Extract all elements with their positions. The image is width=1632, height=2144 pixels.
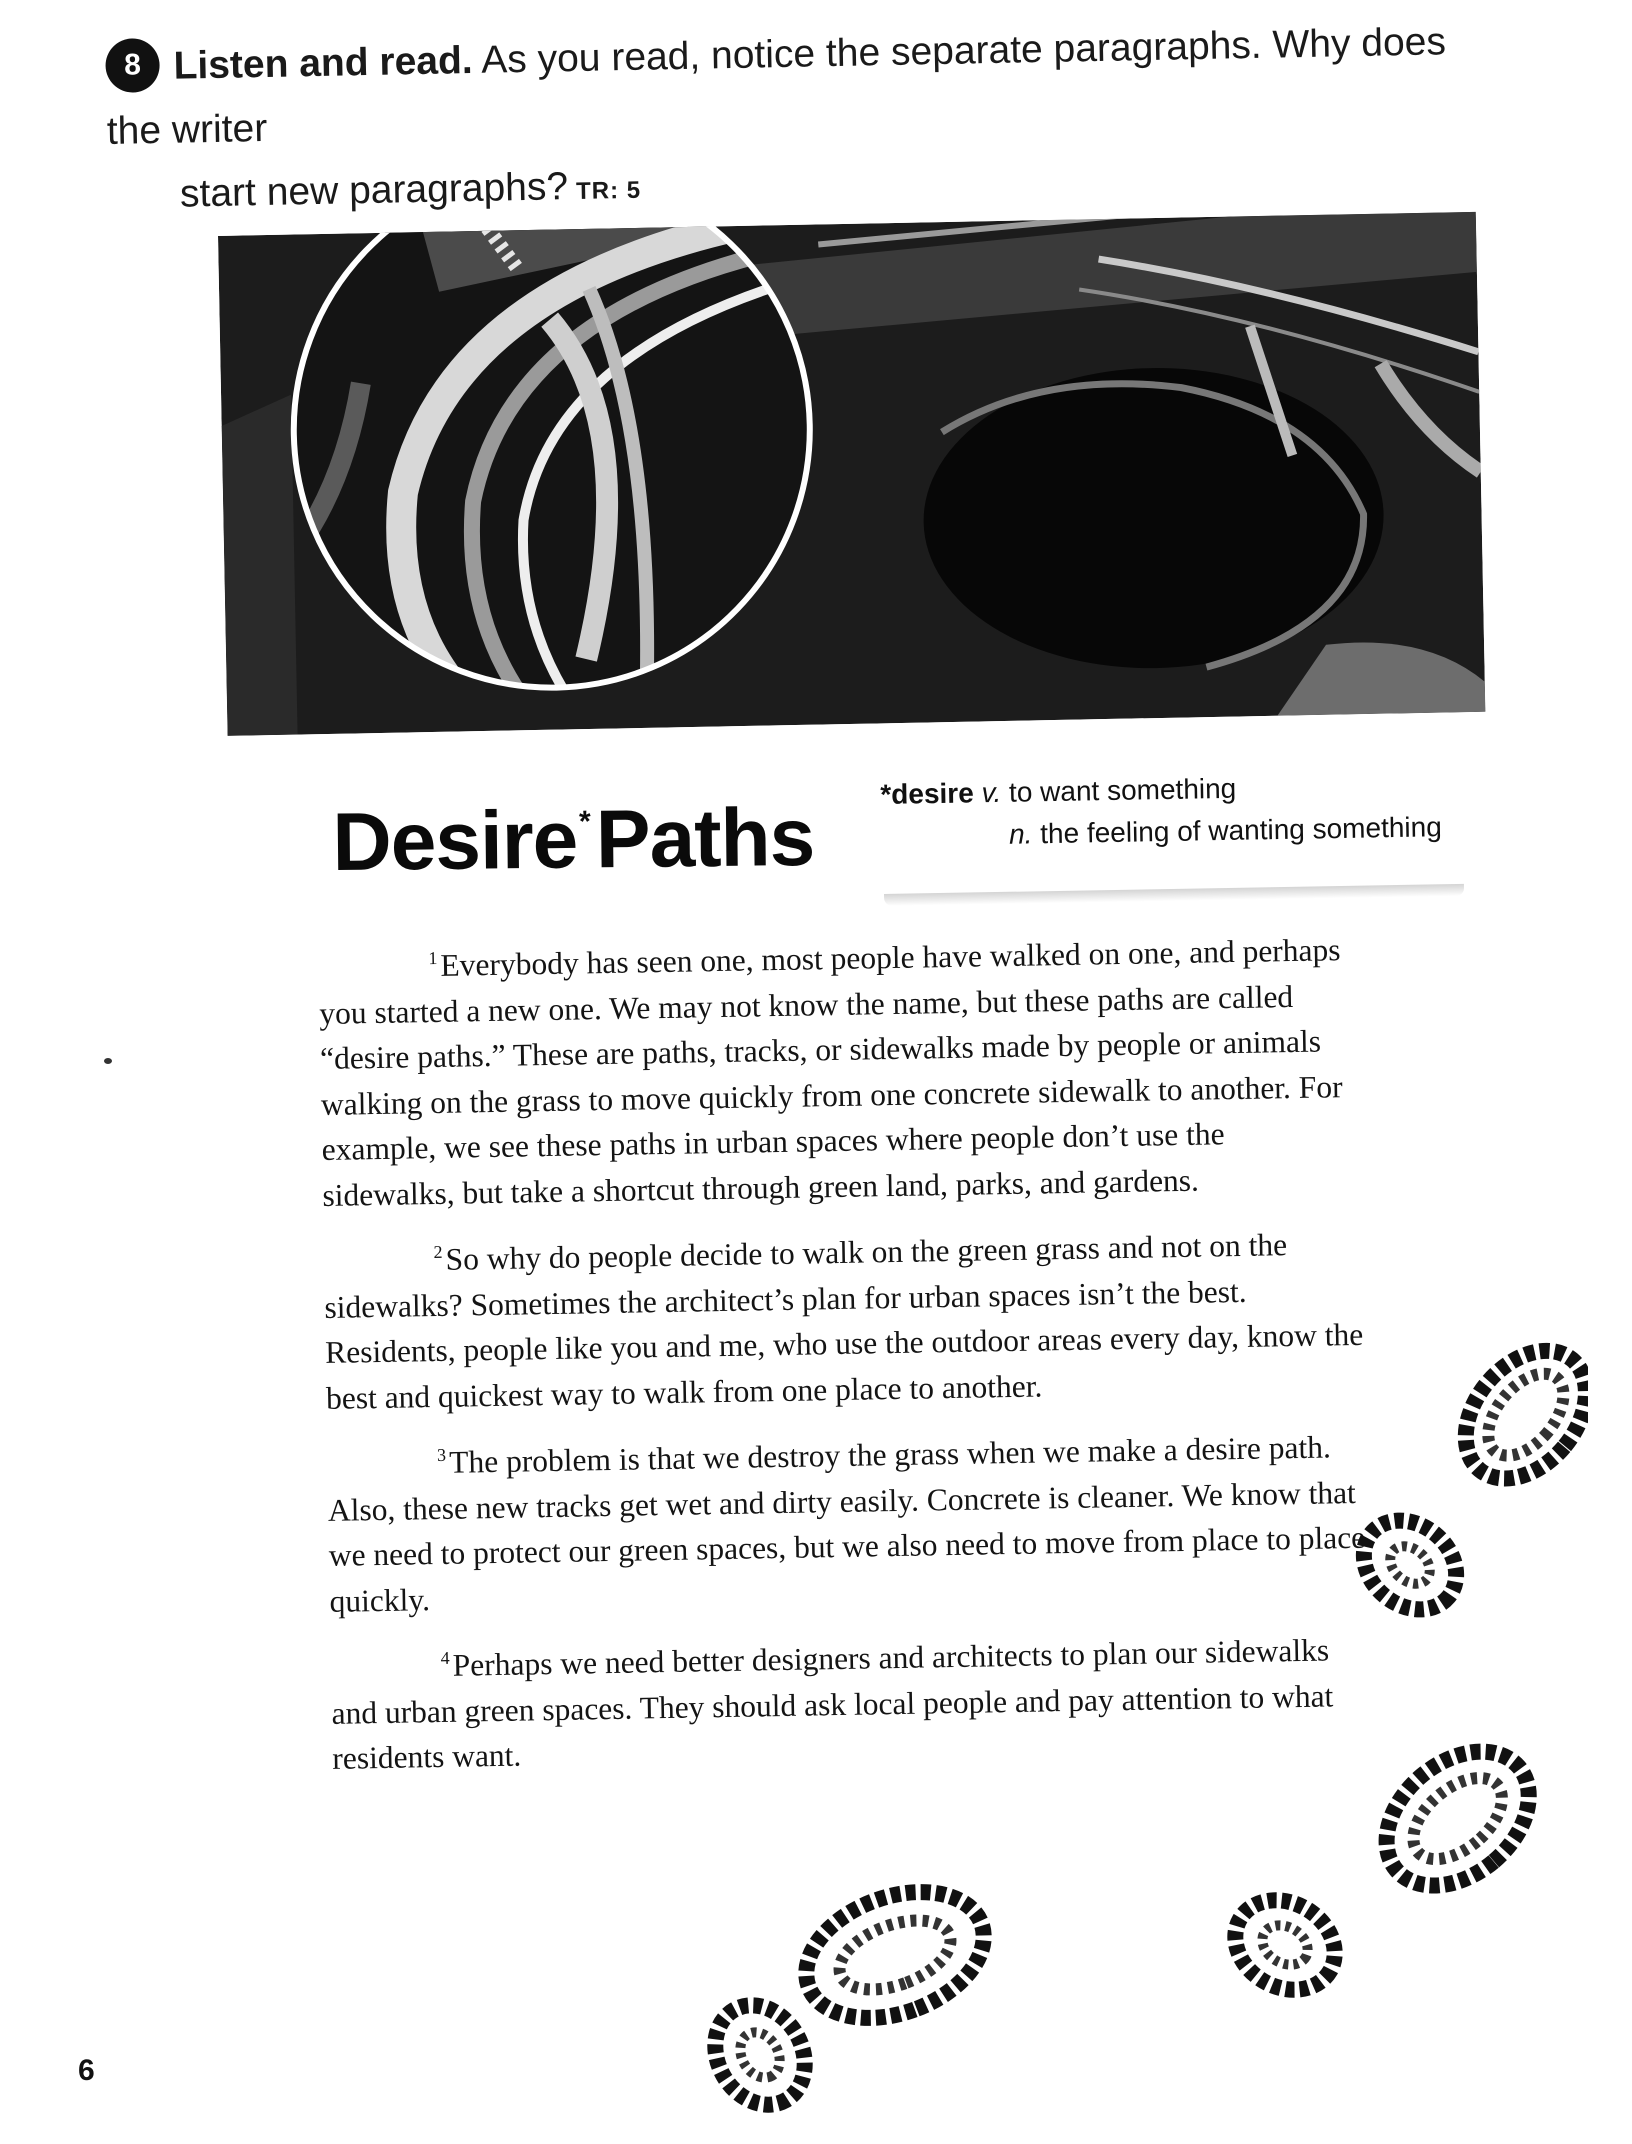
exercise-text-line2: start new paragraphs?: [179, 165, 569, 216]
audio-track-label: TR: 5: [575, 176, 642, 205]
paragraph-1: [318, 920, 1363, 1218]
paragraph-number: 4: [440, 1647, 450, 1668]
exercise-lead: Listen and read.: [173, 38, 474, 88]
paragraph-text: Perhaps we need better designers and architects to plan our sidewalks and urban green spaces. They should ask local people and pay attention to what residents want.: [331, 1632, 1334, 1776]
reading-passage: [318, 920, 1373, 1796]
glossary-box: [880, 764, 1462, 904]
footprint-heel-icon: [1340, 1505, 1480, 1625]
glossary-pos-noun: n.: [1008, 818, 1033, 850]
paragraph-text: Everybody has seen one, most people have walked on one, and perhaps you started a new one. We may not know the name, but these paths are called “desire paths.” These are paths, tracks, or sidewalks made by people or animals walking on the grass to move quickly from one concrete sidewalk to another. For example, we see these paths in urban spaces where people don’t use the sidewalks, but take a shortcut through green land, parks, and gardens.: [319, 932, 1343, 1213]
page-title: [332, 791, 815, 890]
aerial-photo: [218, 212, 1485, 736]
exercise-text-line1: As you read, notice the separate paragraphs. Why does the writer: [106, 20, 1447, 153]
title-footnote-star: *: [578, 805, 590, 839]
paragraph-number: 1: [428, 947, 438, 969]
footprint-heel-icon: [1210, 1880, 1360, 2010]
paragraph-3: [327, 1417, 1370, 1624]
paragraph-number: 2: [433, 1241, 443, 1263]
page-number: 6: [78, 2054, 95, 2087]
title-word-desire: Desire: [332, 794, 578, 888]
footprint-sole-icon: [1438, 1330, 1588, 1530]
paragraph-text: So why do people decide to walk on the green grass and not on the sidewalks? Sometimes the architect’s plan for urban spaces isn’t the best. Residents, people like you and me, who use the outdoor areas every day, know the best and quickest way to walk from one place to another.: [324, 1227, 1364, 1416]
paragraph-text: The problem is that we destroy the grass when we make a desire path. Also, these new tracks get wet and dirty easily. Concrete is cleaner. We know that we need to protect our green spaces, but we also need to move from place to place quickly.: [327, 1429, 1366, 1619]
paragraph-number: 3: [436, 1444, 447, 1465]
scan-speck: [104, 1058, 112, 1064]
paragraph-2: [323, 1214, 1366, 1421]
title-word-paths: Paths: [595, 791, 815, 886]
footprint-sole-icon: [1350, 1735, 1550, 1915]
footprint-heel-icon: [690, 1990, 830, 2120]
exercise-number-badge: 8: [105, 38, 160, 93]
glossary-pos-verb: v.: [981, 776, 1002, 809]
glossary-def-noun: the feeling of wanting something: [1039, 811, 1443, 850]
glossary-term: *desire: [880, 777, 975, 810]
glossary-def-verb: to want something: [1008, 772, 1237, 808]
exercise-instruction: [105, 10, 1469, 233]
paragraph-4: [330, 1620, 1372, 1782]
